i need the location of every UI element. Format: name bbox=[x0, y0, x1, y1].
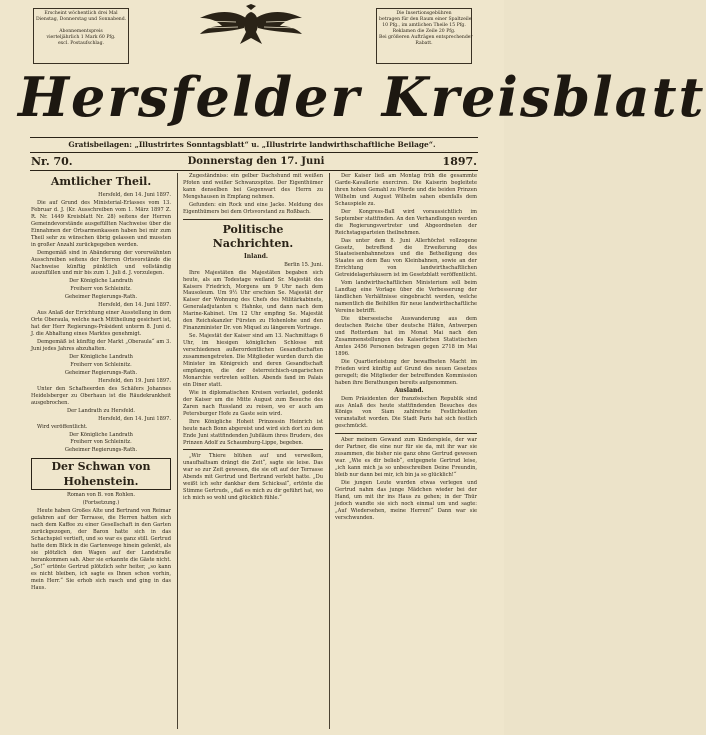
divider bbox=[183, 449, 323, 450]
column-news bbox=[335, 173, 477, 729]
box-line: Abonnementspreis bbox=[59, 29, 103, 34]
signature-line: Der Königliche Landrath bbox=[69, 431, 133, 438]
issue-number: Nr. 70. bbox=[31, 155, 73, 168]
column-separator bbox=[177, 173, 178, 729]
issue-year: 1897. bbox=[442, 155, 477, 168]
dateline: Hersfeld, den 14. Juni 1897. bbox=[98, 415, 171, 422]
article-paragraph: Se. Majestät der Kaiser sind am 13. Nachmittags 6 Uhr, im hiesigen königlichen Schlosse mit verschiedenen außerordentlichen Gesandtschaften zusammengetreten. Die Mitglieder wurden durch die Minister im Königreich und deren Gesandtschaft empfangen, die der österreichisch-ungarischen Monarchie vertreten sollten. Abends fand im Palais ein Diner statt. bbox=[183, 333, 323, 388]
dateline: Berlin 15. Juni. bbox=[284, 261, 323, 268]
box-line: Rabatt. bbox=[415, 41, 433, 46]
signature-line: Freiherr von Schleinitz. bbox=[70, 286, 132, 293]
story-paragraph: Aber meinem Gewand zum Kinderspiele, der war der Partner, die eine nur für sie da, mit ihr war sie zusammen, die bisher nie ganz ohne Gertrud gewesen war. „Wie es dir belieb“, entgegnete Gertrud leise, „ich kann mich ja so unbeschreiben Deine Freundin, bleib nur dann bei mir, ich bin ja so glücklich!“ bbox=[335, 437, 477, 479]
box-line: Die Insertionsgebühren bbox=[396, 11, 452, 16]
subscription-info-box bbox=[33, 8, 129, 64]
signature-line: Geheimer Regierungs-Rath. bbox=[64, 447, 138, 454]
article-paragraph: Die Quartierleistung der bewaffneten Macht im Frieden wird künftig auf Grund des neuen Gesetzes geregelt; die Mitglieder der betreffenden Kommission haben ihre Berathungen bereits aufgenommen. bbox=[335, 358, 477, 386]
box-line: Erscheint wöchentlich drei Mal bbox=[44, 11, 118, 16]
issue-row bbox=[31, 155, 477, 169]
notice-paragraph: Zugeständniss: ein gelber Dachshund mit weißen Pfoten und weißer Schwanzspitze. Der Eigenthümer kann denselben bei Gegenwart des Herrn zu Mengshausen in Empfang nehmen. bbox=[183, 173, 323, 200]
divider bbox=[30, 137, 478, 138]
article-paragraph: Vom landwirthschaftlichen Ministerium soll beim Landtag eine Vorlage über die Verbesserung der ländlichen Verhältnisse eingebracht werden, welche namentlich die Beihilfen für neue landwirthschaftliche Vereine betrifft. bbox=[335, 280, 477, 315]
signature-line: Geheimer Regierungs-Rath. bbox=[64, 369, 138, 376]
divider bbox=[335, 433, 477, 434]
box-line: 10 Pfg., im amtlichen Theile 15 Pfg. bbox=[382, 23, 466, 28]
issue-date: Donnerstag den 17. Juni bbox=[187, 156, 325, 167]
article-paragraph: Wie in diplomatischen Kreisen verlautet, gedenkt der Kaiser um die Mitte August zum Besuche des Zaren nach Russland zu reisen, wo er auch am Petersburger Hofe zu Gaste sein wird. bbox=[183, 389, 323, 417]
eagle-emblem-icon bbox=[196, 4, 306, 48]
dateline: Hersfeld, den 19. Juni 1897. bbox=[98, 377, 171, 384]
article-paragraph: Ihre Majestäten die Majestäten begaben sich heute, als am Todestage weiland Sr. Majestät des Kaisers Friedrich, Morgens um 9 Uhr nach dem Mausoleum. Um 9½ Uhr erschien Se. Majestät der Kaiser der Wohnung des Chefs des Militärkabinets, Generaladjutanten v. Hahnke, und dann nach dem Marine-Kabinet. Um 12 Uhr empfing Se. Majestät den Reichskanzler Fürsten zu Hohenlohe und den Finanzminister Dr. von Miquel zu längerem Vortrage. bbox=[183, 269, 323, 332]
article-paragraph: Wird veröffentlicht. bbox=[37, 423, 88, 430]
dateline: Hersfeld, den 14. Juni 1897. bbox=[98, 302, 171, 309]
article-paragraph: Demgemäß sind in Abänderung der vorerwähnten Ausschreiben seitens der Herren Ortsvorstände die Nachweise künftig pünktlich und vollständig auszufüllen und mir bis zum 1. Juli d. J. vorzulegen. bbox=[31, 249, 171, 277]
story-author: Roman von B. von Rohlen. bbox=[66, 492, 136, 499]
article-paragraph: Der Kongress-Ball wird voraussichtlich im September stattfinden. An den Verhandlungen werden die Regierungsvertreter und Abgeordneten der Reichstagsparteien theilnehmen. bbox=[335, 208, 477, 236]
box-line: vierteljährlich 1 Mark 60 Pfg. bbox=[46, 35, 116, 40]
divider bbox=[30, 152, 478, 153]
dateline: Hersfeld, den 14. Juni 1897. bbox=[98, 192, 171, 198]
box-line: Reklamen die Zeile 20 Pfg. bbox=[392, 29, 456, 34]
article-paragraph: Ihre Königliche Hoheit Prinzessin Heinrich ist heute nach Bonn abgereist und wird sich dort zu dem Ende Juni stattfindenden Jubiläum ihres Bruders, des Prinzen Adolf zu Schaumburg-Lippe, begeben. bbox=[183, 418, 323, 446]
signature-line: Der Königliche Landrath bbox=[69, 353, 133, 360]
story-paragraph: Heute haben Großes Alte und Bertrand von Reimar gefahren auf der Terrasse, die Herren hatten sich nach dem Kaffee zu einer Gesellschaft in den Garten zurückgezogen, der Baron hatte sich in das Schachspiel vertieft, und so war es ganz still. Gertrud hatte dem Blick in die Gartenwege hinein gelenkt, als sie plötzlich den Wagen auf der Landstraße herankommen sah. Aber sie erkannte die Gäste nicht. „So!“ ertönte Gertrud plötzlich sehr heiter, „so kann es nicht bleiben, ich sagte es Ihnen schon vorhin, mein Herr.“ Sie erhob sich rasch und ging in das Haus. bbox=[31, 508, 171, 591]
divider bbox=[30, 170, 478, 171]
column-official bbox=[31, 173, 171, 729]
article-paragraph: Die auf Grund des Ministerial-Erlasses vom 13. Februar d. J. (Kr. Ausschreiben vom 1. März 1897 Z. R. Nr. 1449 Kreisblatt Nr. 28) seitens der Herren Gemeindevorstände ausgefüllten Nachweise über die Einnahmen der Ortsarmenkassen haben bei mir zum Theil sehr zu wünschen übrig gelassen und mussten in großer Anzahl zurückgegeben werden. bbox=[31, 199, 171, 248]
signature-line: Geheimer Regierungs-Rath. bbox=[64, 294, 138, 301]
signature-line: Der Landrath zu Hersfeld. bbox=[66, 407, 136, 414]
story-paragraph: „Wir Thiere blühen auf und verwelken, unaufhaltsam drängt die Zeit“, sagte sie leise. Das war so zur Zeit gewesen, die sie oft auf der Terrasse Abends mit Gertrud und Bertrand verlebt hatte. „Du weißt ich sehr dankbar dem Schicksal“, ertönte die Stimme Gertruds, „daß es mich zu dir geführt hat, wo ich mich so wohl und glücklich fühle.“ bbox=[183, 453, 323, 502]
supplement-line: Gratisbeilagen: „Illustrirtes Sonntagsblatt“ u. „Illustrirte landwirthschaftliche Beilage“. bbox=[68, 140, 436, 149]
box-line: betragen für den Raum einer Spaltzeile bbox=[379, 17, 472, 22]
article-paragraph: Aus Anlaß der Errichtung einer Ausstellung in dem Orte Oberaula, welche nach Mittheilung gesichert ist, hat der Herr Regierungs-Präsident unterm 8. Juni d. J. die Abhaltung eines Marktes genehmigt. bbox=[31, 310, 171, 338]
divider bbox=[183, 219, 323, 220]
story-paragraph: Die jungen Leute wurden etwas verlegen und Gertrud nahm das junge Mädchen wieder bei der Hand, um mit ihr ins Haus zu gehen; in der Thür jedoch wandte sie sich noch einmal um und sagte: „Auf Wiedersehen, meine Herren!“ Dann war sie verschwunden. bbox=[335, 480, 477, 521]
newspaper-title: Hersfelder Kreisblatt bbox=[18, 65, 706, 129]
article-paragraph: Dem Präsidenten der französischen Republik sind aus Anlaß des heute stattfindenden Besuches des Königs von Siam zahlreiche Festlichkeiten veranstaltet worden. Die Stadt Paris hat sich festlich geschmückt. bbox=[335, 395, 477, 430]
signature-line: Der Königliche Landrath bbox=[69, 278, 133, 285]
subsection-heading: Ausland. bbox=[394, 386, 424, 394]
box-line: excl. Postaufschlag. bbox=[57, 41, 105, 46]
box-line: Bei größeren Aufträgen entsprechender bbox=[379, 35, 473, 40]
signature-line: Freiherr von Schleinitz. bbox=[70, 361, 132, 368]
article-paragraph: Unter den Schafheerden des Schäfers Johannes Heidelsberger zu Oberhaun ist die Räudekrankheit ausgebrochen. bbox=[31, 385, 171, 406]
column-political bbox=[183, 173, 323, 729]
serial-story-title: Der Schwan von Hohenstein. bbox=[31, 458, 171, 490]
article-paragraph: Demgemäß ist künftig der Markt „Oberaula“ am 3. Juni jedes Jahres abzuhalten. bbox=[31, 339, 171, 353]
notice-paragraph: Gefunden: ein Rock und eine Jacke. Meldung des Eigenthümers bei dem Ortsvorstand zu Roßbach. bbox=[183, 201, 323, 215]
article-paragraph: Der Kaiser ließ am Montag früh die gesammte Garde-Kavallerie exerciren. Die Kaiserin begleitete ihren hohen Gemahl zu Pferde und die beiden Prinzen Wilhelm und August Wilhelm sahen ebenfalls dem Schauspiele zu. bbox=[335, 173, 477, 207]
subsection-heading: Inland. bbox=[244, 252, 268, 260]
article-paragraph: Die überseeische Auswanderung aus dem deutschen Reiche über deutsche Häfen, Antwerpen und Rotterdam hat im Monat Mai nach den Zusammenstellungen des Kaiserlichen Statistischen Amtes 2456 Personen betragen gegen 2718 im Mai 1896. bbox=[335, 316, 477, 357]
advert-rates-box bbox=[376, 8, 472, 64]
signature-line: Freiherr von Schleinitz. bbox=[70, 439, 132, 446]
section-heading: Politische Nachrichten. bbox=[212, 222, 294, 250]
column-separator bbox=[329, 173, 330, 729]
section-heading: Amtlicher Theil. bbox=[50, 175, 152, 188]
box-line: Dienstag, Donnerstag und Sonnabend. bbox=[36, 17, 127, 22]
story-continuation: (Fortsetzung.) bbox=[82, 500, 120, 507]
article-paragraph: Das unter dem 8. Juni Allerhöchst vollzogene Gesetz, betreffend die Erweiterung des Staatseisenbahnnetzes und die Betheiligung des Staates an dem Bau von Kleinbahnen, sowie an der Errichtung von landwirthschaftlichen Getreidelagerhäusern ist im Gesetzblatt veröffentlicht. bbox=[335, 237, 477, 279]
